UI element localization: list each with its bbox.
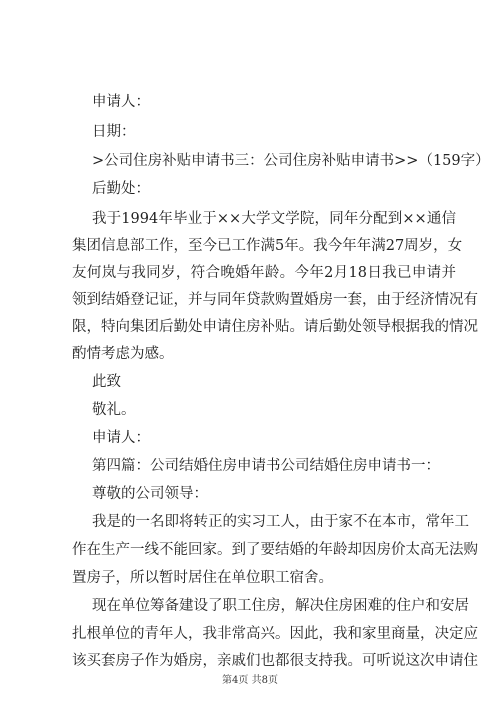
- applicant-line: 申请人：: [92, 94, 150, 110]
- paragraph-line: 限，特向集团后勤处申请住房补贴。请后勤处领导根据我的情况: [72, 319, 478, 335]
- paragraph-line: 集团信息部工作，至今已工作满5年。我今年年满27周岁，女: [72, 238, 463, 254]
- paragraph-line: 我于1994年毕业于××大学文学院，同年分配到××通信: [92, 211, 456, 227]
- applicant-line: 申请人：: [92, 430, 150, 446]
- paragraph-line: 置房子，所以暂时居住在单位职工宿舍。: [72, 570, 333, 586]
- paragraph-line: 该买套房子作为婚房，亲戚们也都很支持我。可听说这次申请住: [72, 653, 478, 669]
- paragraph-line: 作在生产一线不能回家。到了要结婚的年龄却因房价太高无法购: [72, 542, 478, 558]
- paragraph-line: 友何岚与我同岁，符合晚婚年龄。今年2月18日我已申请并: [72, 265, 456, 281]
- paragraph-line: 我是的一名即将转正的实习工人，由于家不在本市，常年工: [92, 514, 469, 530]
- page-footer: 第4页 共8页: [222, 675, 278, 686]
- salutation-line: 后勤处：: [92, 181, 150, 197]
- paragraph-line: 扎根单位的青年人，我非常高兴。因此，我和家里商量，决定应: [72, 626, 478, 642]
- closing-line: 此致: [92, 374, 121, 390]
- salutation-line: 尊敬的公司领导：: [92, 486, 208, 502]
- paragraph-line: 酌情考虑为感。: [72, 346, 174, 362]
- paragraph-line: 领到结婚登记证，并与同年贷款购置婚房一套，由于经济情况有: [72, 292, 478, 308]
- paragraph-line: 现在单位筹备建设了职工住房，解决住房困难的住户和安居: [92, 598, 469, 614]
- section-heading-3: >公司住房补贴申请书三：公司住房补贴申请书>>（159字）: [92, 153, 490, 169]
- date-line: 日期：: [92, 124, 136, 140]
- section-heading-4: 第四篇：公司结婚住房申请书公司结婚住房申请书一：: [92, 458, 440, 474]
- closing-line: 敬礼。: [92, 402, 136, 418]
